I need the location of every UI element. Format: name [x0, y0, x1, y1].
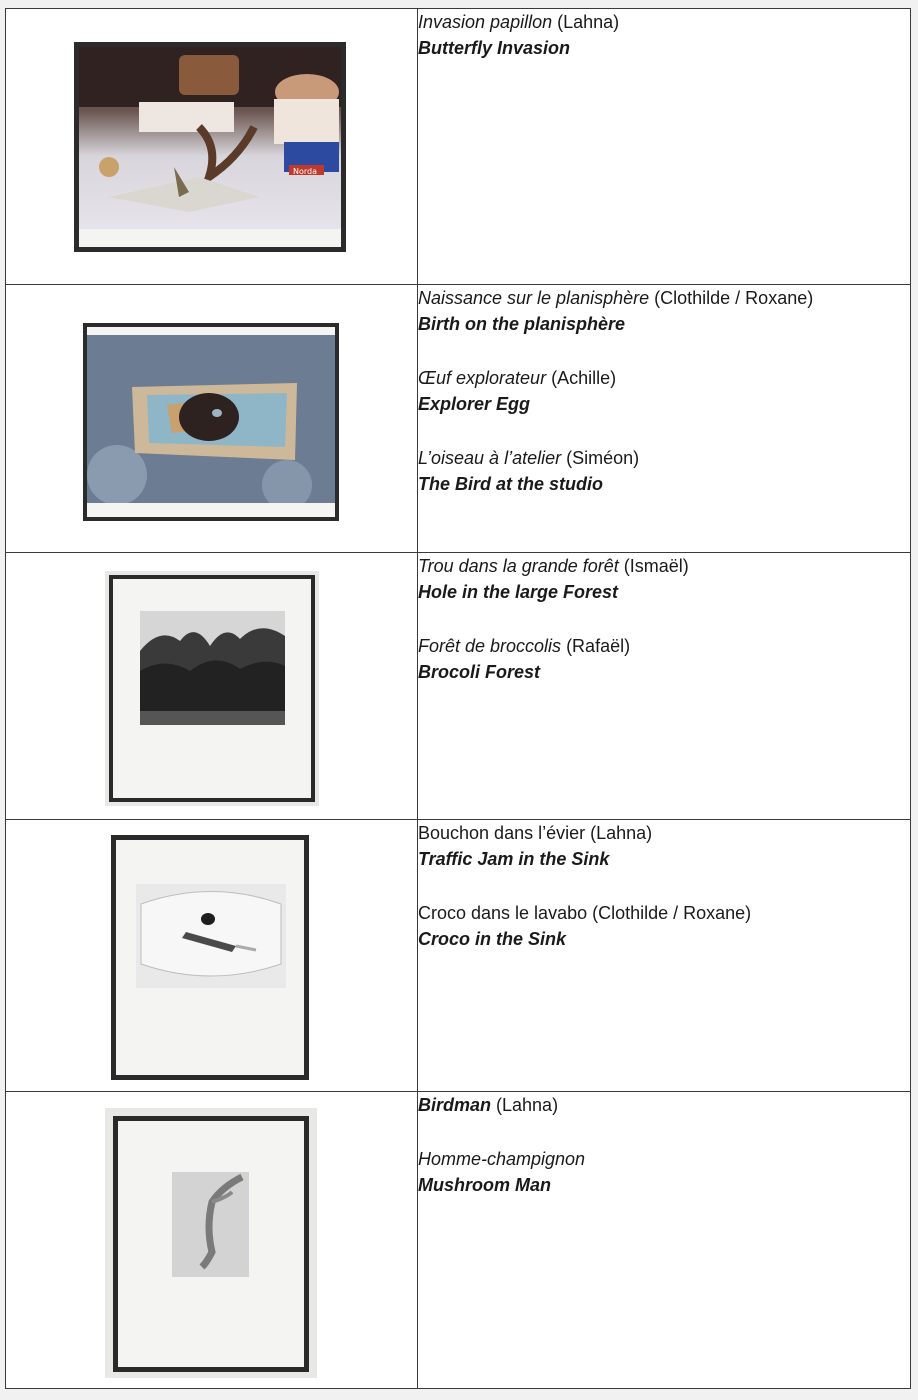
french-title: Œuf explorateur	[418, 368, 547, 388]
artwork-table	[5, 8, 911, 1389]
english-title: The Bird at the studio	[418, 474, 604, 494]
french-title: Trou dans la grande forêt	[418, 556, 619, 576]
english-title: Birth on the planisphère	[418, 314, 626, 334]
image-cell	[6, 1092, 418, 1389]
planisphere-illustration	[87, 335, 335, 503]
english-title: Birdman	[418, 1095, 492, 1115]
text-cell	[418, 285, 911, 553]
table-row	[6, 1092, 911, 1389]
artwork-photo-forest	[105, 571, 319, 806]
image-cell	[6, 820, 418, 1092]
credit: (Achille)	[546, 368, 617, 388]
artwork-entry	[418, 1092, 910, 1118]
french-title: L’oiseau à l’atelier	[418, 448, 562, 468]
table-row	[6, 9, 911, 285]
credit: (Rafaël)	[561, 636, 631, 656]
image-cell	[6, 9, 418, 285]
credit: (Siméon)	[561, 448, 640, 468]
english-title: Croco in the Sink	[418, 929, 567, 949]
artwork-entry	[418, 445, 910, 497]
artwork-photo-butterfly-invasion	[74, 42, 346, 252]
table-row	[6, 285, 911, 553]
text-cell	[418, 553, 911, 820]
artwork-entry	[418, 9, 910, 61]
table-row	[6, 820, 911, 1092]
table-row	[6, 553, 911, 820]
norda-label: Norda	[293, 167, 318, 176]
artwork-entry	[418, 900, 910, 952]
english-title: Explorer Egg	[418, 394, 531, 414]
image-cell	[6, 285, 418, 553]
artwork-entry	[418, 1146, 910, 1198]
text-cell	[418, 820, 911, 1092]
french-title: Homme-champignon	[418, 1149, 586, 1169]
text-cell	[418, 1092, 911, 1389]
artwork-entry	[418, 285, 910, 337]
credit: (Lahna)	[552, 12, 620, 32]
french-title: Bouchon dans l’évier (Lahna)	[418, 823, 653, 843]
english-title: Mushroom Man	[418, 1175, 551, 1195]
artwork-entry	[418, 820, 910, 872]
text-cell	[418, 9, 911, 285]
artwork-photo-sink	[111, 835, 309, 1080]
french-title: Forêt de broccolis	[418, 636, 562, 656]
artwork-entry	[418, 633, 910, 685]
english-title: Hole in the large Forest	[418, 582, 619, 602]
artwork-entry	[418, 553, 910, 605]
credit: (Clothilde / Roxane)	[649, 288, 814, 308]
forest-illustration	[140, 611, 285, 725]
still-life-illustration	[79, 47, 341, 229]
french-title: Invasion papillon	[418, 12, 553, 32]
english-title: Butterfly Invasion	[418, 38, 571, 58]
credit: (Lahna)	[491, 1095, 559, 1115]
credit: (Ismaël)	[618, 556, 689, 576]
french-title: Naissance sur le planisphère	[418, 288, 650, 308]
artwork-photo-planisphere	[83, 323, 339, 521]
sink-illustration	[136, 884, 286, 988]
image-cell	[6, 553, 418, 820]
artwork-entry	[418, 365, 910, 417]
french-title: Croco dans le lavabo (Clothilde / Roxane)	[418, 903, 752, 923]
artwork-photo-birdman	[105, 1108, 317, 1378]
english-title: Brocoli Forest	[418, 662, 541, 682]
english-title: Traffic Jam in the Sink	[418, 849, 610, 869]
birdman-illustration	[172, 1172, 249, 1277]
